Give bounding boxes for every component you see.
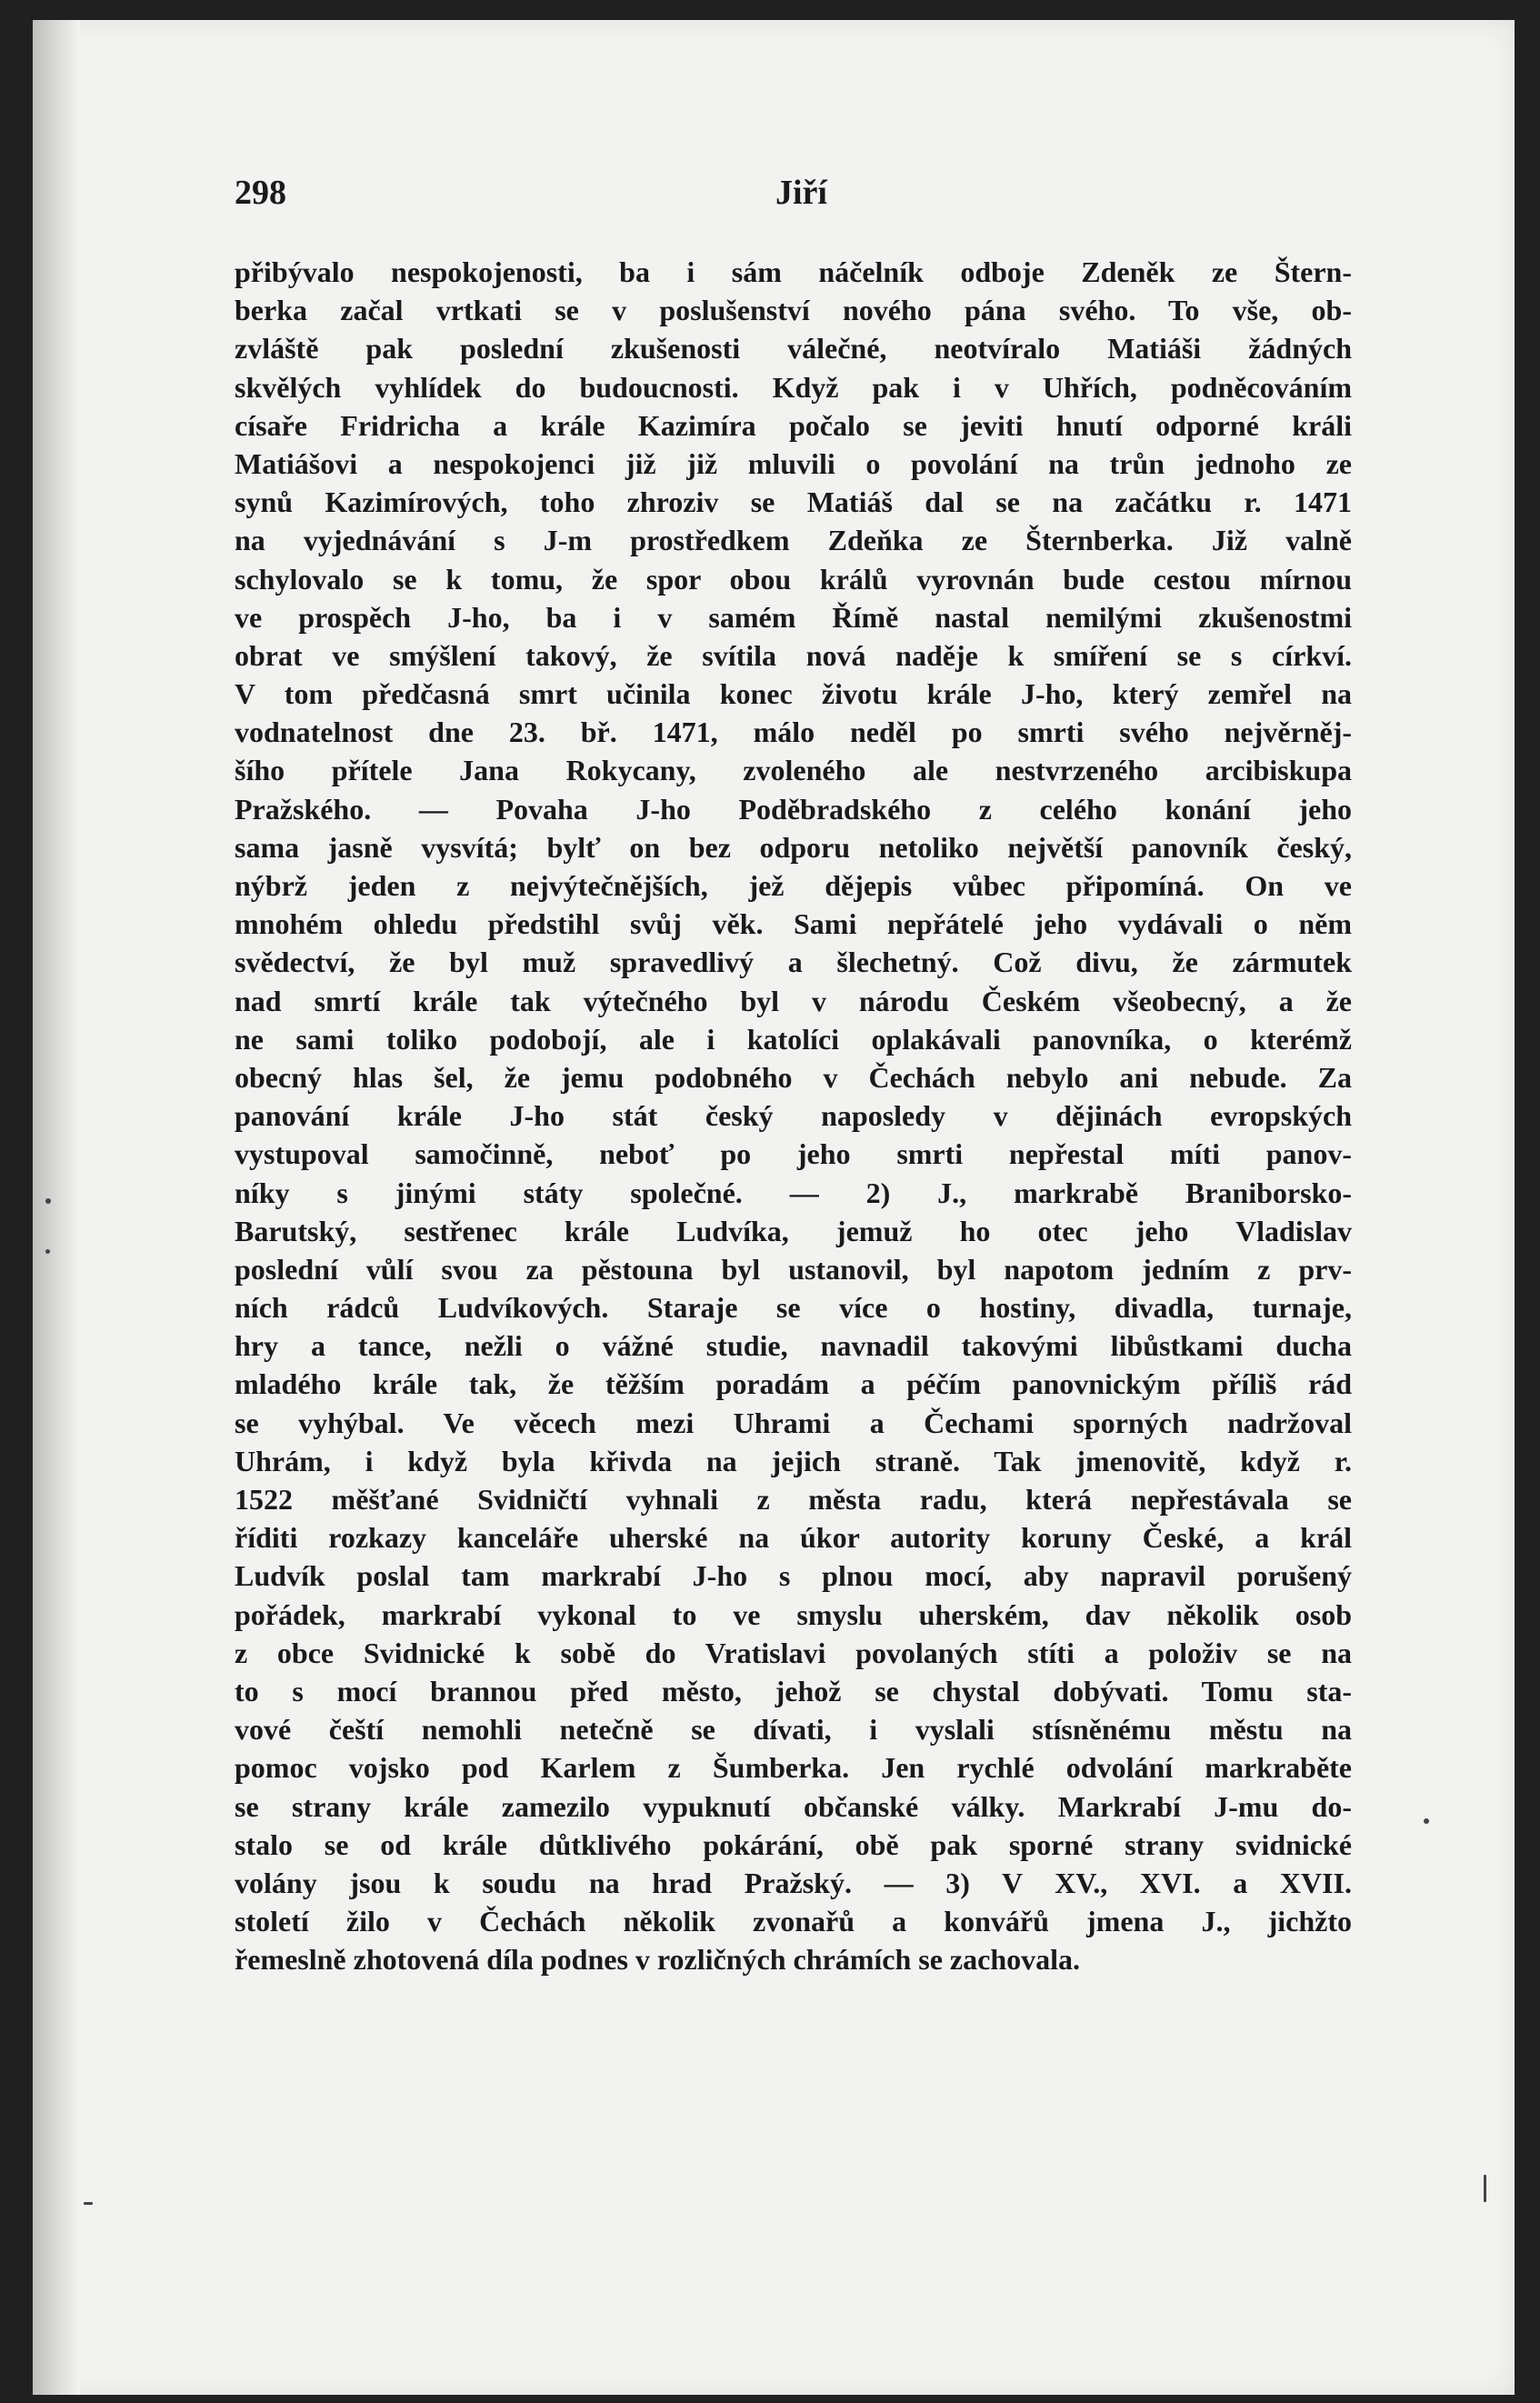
text-line: šího přítele Jana Rokycany, zvoleného ale nestvrzeného arcibiskupa — [235, 754, 1352, 787]
scan-speck — [45, 1198, 51, 1204]
text-line: 1522 měšťané Svidničtí vyhnali z města radu, která nepřestávala se — [235, 1483, 1352, 1516]
text-line: V tom předčasná smrt učinila konec životu krále J-ho, který zemřel na — [235, 677, 1352, 711]
text-line: skvělých vyhlídek do budoucnosti. Když pak i v Uhřích, podněcováním — [235, 370, 1352, 404]
scan-speck — [1484, 2175, 1486, 2202]
text-line: z obce Svidnické k sobě do Vratislavi povolaných stíti a položiv se na — [235, 1636, 1352, 1669]
scan-speck — [84, 2202, 93, 2205]
text-line: svědectví, že byl muž spravedlivý a šlechetný. Což divu, že zármutek — [235, 946, 1352, 979]
text-line: vové čeští nemohli netečně se dívati, i vyslali stísněnému městu na — [235, 1713, 1352, 1747]
text-line: se strany krále zamezilo vypuknutí občanské války. Markrabí J-mu do- — [235, 1789, 1352, 1823]
text-line: nýbrž jeden z nejvýtečnějších, jež dějepis vůbec připomíná. On ve — [235, 869, 1352, 902]
text-line: Uhrám, i když byla křivda na jejich straně. Tak jmenovitě, když r. — [235, 1444, 1352, 1477]
text-line: Ludvík poslal tam markrabí J-ho s plnou mocí, aby napravil porušený — [235, 1559, 1352, 1593]
scan-speck — [1424, 1818, 1429, 1824]
text-line: hry a tance, nežli o vážné studie, navnadil takovými libůstkami ducha — [235, 1329, 1352, 1363]
text-line: obecný hlas šel, že jemu podobného v Čechách nebylo ani nebude. Za — [235, 1060, 1352, 1094]
text-line: mnohém ohledu předstihl svůj věk. Sami nepřátelé jeho vydávali o něm — [235, 907, 1352, 941]
text-line: vystupoval samočinně, neboť po jeho smrti nepřestal míti panov- — [235, 1137, 1352, 1171]
text-line: berka začal vrtkati se v poslušenství nového pána svého. To vše, ob- — [235, 294, 1352, 327]
text-line: říditi rozkazy kanceláře uherské na úkor autority koruny České, a král — [235, 1521, 1352, 1555]
text-line: ne sami toliko podobojí, ale i katolíci oplakávali panovníka, o kterémž — [235, 1022, 1352, 1056]
text-line: ních rádců Ludvíkových. Staraje se více o hostiny, divadla, turnaje, — [235, 1291, 1352, 1325]
text-line: nad smrtí krále tak výtečného byl v národu Českém všeobecný, a že — [235, 984, 1352, 1017]
text-line: to s mocí brannou před město, jehož se chystal dobývati. Tomu sta- — [235, 1674, 1352, 1707]
text-line: mladého krále tak, že těžším poradám a péčím panovnickým příliš rád — [235, 1367, 1352, 1401]
text-line: na vyjednávání s J-m prostředkem Zdeňka ze Šternberka. Již valně — [235, 524, 1352, 557]
text-line: se vyhýbal. Ve věcech mezi Uhrami a Čechami sporných nadržoval — [235, 1406, 1352, 1439]
text-line: stalo se od krále důtklivého pokárání, obě pak sporné strany svidnické — [235, 1827, 1352, 1861]
text-line: synů Kazimírových, toho zhroziv se Matiáš dal se na začátku r. 1471 — [235, 486, 1352, 519]
book-page — [33, 20, 1515, 2395]
page-gutter-shadow — [33, 20, 80, 2395]
page-header — [235, 173, 1325, 227]
text-line: císaře Fridricha a krále Kazimíra počalo se jeviti hnutí odporné králi — [235, 408, 1352, 442]
scan-speck — [45, 1249, 50, 1254]
page-number: 298 — [235, 174, 286, 212]
text-line: pořádek, markrabí vykonal to ve smyslu uherském, dav několik osob — [235, 1597, 1352, 1631]
text-line: poslední vůlí svou za pěstouna byl ustanovil, byl napotom jedním z prv- — [235, 1252, 1352, 1286]
text-line: přibývalo nespokojenosti, ba i sám náčelník odboje Zdeněk ze Štern- — [235, 255, 1352, 288]
text-line: níky s jinými státy společné. — 2) J., markrabě Braniborsko- — [235, 1176, 1352, 1209]
text-line: vodnatelnost dne 23. bř. 1471, málo neděl po smrti svého nejvěrněj- — [235, 716, 1352, 749]
text-line: volány jsou k soudu na hrad Pražský. — 3) V XV., XVI. a XVII. — [235, 1866, 1352, 1899]
text-line: Pražského. — Povaha J-ho Poděbradského z celého konání jeho — [235, 792, 1352, 826]
body-text — [235, 253, 1352, 1978]
text-line: pomoc vojsko pod Karlem z Šumberka. Jen rychlé odvolání markraběte — [235, 1751, 1352, 1785]
text-line: sama jasně vysvítá; bylť on bez odporu netoliko největší panovník český, — [235, 830, 1352, 864]
text-line: ve prospěch J-ho, ba i v samém Římě nastal nemilými zkušenostmi — [235, 600, 1352, 634]
text-line: Matiášovi a nespokojenci již již mluvili o povolání na trůn jednoho ze — [235, 446, 1352, 480]
running-head: Jiří — [775, 174, 827, 212]
text-line: panování krále J-ho stát český naposledy v dějinách evropských — [235, 1099, 1352, 1133]
text-line: Barutský, sestřenec krále Ludvíka, jemuž ho otec jeho Vladislav — [235, 1214, 1352, 1247]
text-line: obrat ve smýšlení takový, že svítila nová naděje k smíření se s církví. — [235, 638, 1352, 672]
text-line: zvláště pak poslední zkušenosti válečné, neotvíralo Matiáši žádných — [235, 332, 1352, 365]
text-line: řemeslně zhotovená díla podnes v rozličných chrámích se zachovala. — [235, 1943, 1080, 1977]
text-line: století žilo v Čechách několik zvonařů a konvářů jmena J., jichžto — [235, 1905, 1352, 1938]
text-line: schylovalo se k tomu, že spor obou králů vyrovnán bude cestou mírnou — [235, 562, 1352, 596]
